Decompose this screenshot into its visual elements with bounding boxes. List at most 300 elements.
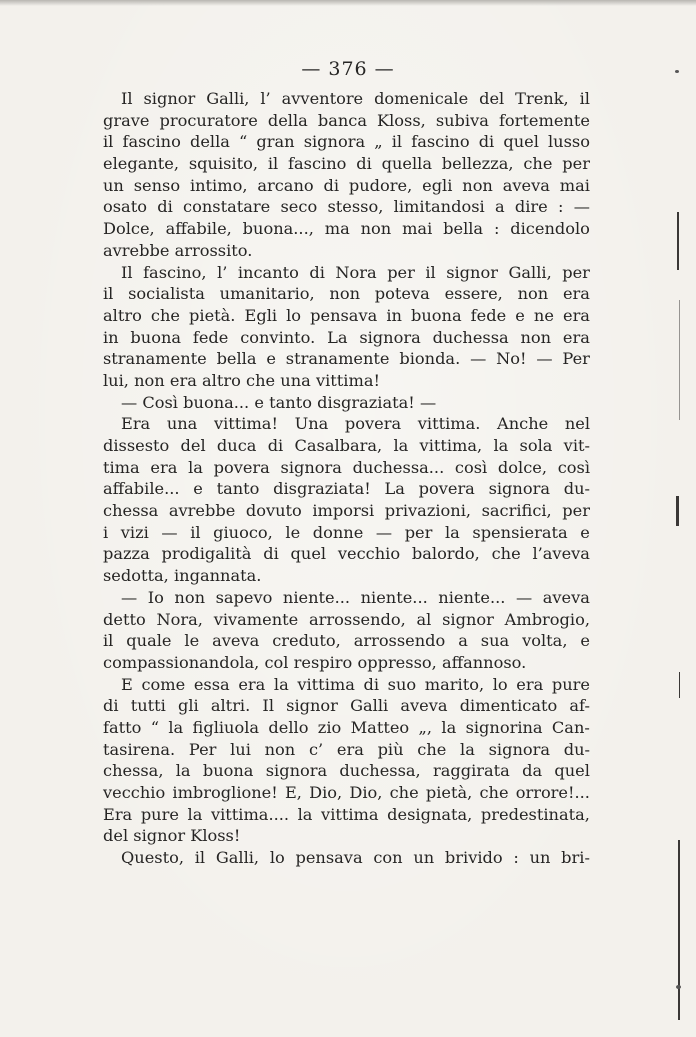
word: buona..., bbox=[242, 219, 314, 239]
word: non bbox=[264, 739, 296, 759]
word: quel bbox=[290, 544, 327, 564]
word: bri- bbox=[561, 848, 590, 868]
word: avrebbe bbox=[168, 501, 236, 521]
word: Casalbara, bbox=[294, 436, 383, 455]
word: — bbox=[121, 587, 138, 607]
word: lo bbox=[286, 305, 302, 325]
word: non bbox=[360, 219, 392, 239]
word: il bbox=[579, 89, 590, 108]
word: e bbox=[266, 349, 276, 369]
word: avrebbe bbox=[103, 240, 170, 260]
text-line bbox=[103, 695, 590, 717]
word: la bbox=[444, 522, 460, 542]
word: dicendolo bbox=[510, 219, 590, 239]
word: — bbox=[419, 392, 437, 412]
word: che bbox=[150, 305, 180, 325]
word: più bbox=[377, 739, 404, 759]
word: era bbox=[150, 457, 178, 477]
word: del bbox=[180, 436, 206, 455]
word: la bbox=[460, 739, 475, 759]
word: Io bbox=[147, 587, 164, 607]
word: “ bbox=[150, 717, 160, 737]
word: quel bbox=[503, 132, 539, 152]
word: non bbox=[520, 327, 552, 347]
word: mai bbox=[402, 219, 433, 239]
word: Il bbox=[121, 89, 133, 108]
word: un bbox=[413, 848, 435, 868]
word: la bbox=[273, 674, 289, 694]
word: — bbox=[121, 392, 138, 412]
word: creduto, bbox=[272, 631, 341, 651]
word: duchessa... bbox=[352, 457, 445, 477]
word: sedotta, bbox=[103, 566, 169, 586]
word: non bbox=[329, 284, 361, 304]
word: — bbox=[375, 522, 393, 542]
text-line bbox=[103, 392, 590, 414]
word: Era bbox=[103, 804, 133, 824]
word: i bbox=[103, 522, 109, 542]
word: poteva bbox=[374, 284, 430, 304]
word: pure bbox=[140, 804, 179, 824]
word: dissesto bbox=[103, 436, 170, 455]
word: era bbox=[169, 370, 197, 390]
word: designata, bbox=[387, 804, 473, 824]
text-line bbox=[103, 804, 590, 826]
word: Galli, bbox=[215, 848, 260, 868]
word: „, bbox=[418, 717, 433, 737]
word: privazioni, bbox=[384, 501, 472, 521]
word: un bbox=[529, 848, 551, 868]
word: spensierata bbox=[472, 522, 568, 542]
word: era bbox=[562, 327, 590, 347]
word: Kloss! bbox=[190, 826, 241, 846]
word: Una bbox=[294, 414, 329, 434]
word: il bbox=[103, 132, 114, 152]
word: era bbox=[238, 674, 266, 694]
word: vittima! bbox=[213, 414, 278, 434]
word: affannoso. bbox=[441, 652, 527, 672]
word: una bbox=[280, 370, 311, 390]
word: aveva bbox=[212, 631, 260, 651]
word: — bbox=[573, 197, 590, 217]
word: socialista bbox=[128, 284, 205, 304]
word: vittima, bbox=[419, 436, 483, 455]
text-line bbox=[103, 196, 590, 218]
text-line bbox=[103, 305, 590, 327]
word: vecchio bbox=[103, 783, 166, 802]
word: fascino bbox=[288, 154, 347, 174]
word: la bbox=[175, 761, 191, 781]
word: buona... bbox=[183, 392, 250, 412]
word: per bbox=[404, 522, 433, 542]
word: buona bbox=[202, 761, 254, 781]
word: arrossendo bbox=[353, 631, 446, 651]
word: la bbox=[187, 804, 203, 824]
word: duchessa bbox=[432, 327, 509, 347]
word: di bbox=[157, 197, 173, 217]
word: Galli, bbox=[206, 89, 250, 108]
text-line bbox=[103, 110, 590, 132]
text-line bbox=[103, 327, 590, 349]
word: limitandosi bbox=[393, 197, 485, 217]
word: nel bbox=[564, 414, 590, 434]
word: che bbox=[523, 154, 553, 174]
word: c’ bbox=[308, 739, 324, 759]
word: non bbox=[134, 370, 165, 390]
text-line bbox=[103, 739, 590, 761]
word: Nora bbox=[335, 262, 377, 282]
word: convinto. bbox=[240, 327, 316, 347]
word: il bbox=[391, 132, 403, 152]
word: e bbox=[254, 392, 264, 412]
text-line bbox=[103, 88, 590, 110]
word: vecchio bbox=[337, 544, 401, 564]
word: per bbox=[562, 501, 590, 521]
word: aveva bbox=[542, 587, 590, 607]
page-number: — 376 — bbox=[301, 58, 395, 80]
word: Dio, bbox=[309, 783, 343, 802]
word: Can- bbox=[551, 717, 590, 737]
word: — bbox=[161, 522, 178, 542]
word: per bbox=[562, 154, 590, 174]
text-line bbox=[103, 457, 590, 479]
word: arrossito. bbox=[174, 240, 253, 260]
word: altro bbox=[202, 370, 241, 390]
margin-speck bbox=[676, 985, 681, 989]
word: lo bbox=[269, 848, 285, 868]
word: procuratore bbox=[159, 110, 258, 130]
word: era bbox=[562, 305, 590, 325]
word: vivamente bbox=[213, 609, 299, 629]
word: arcano bbox=[257, 175, 314, 195]
word: : bbox=[493, 219, 500, 239]
word: in bbox=[103, 327, 119, 347]
word: zio bbox=[317, 717, 342, 737]
word: — bbox=[515, 587, 533, 607]
word: squisito, bbox=[188, 154, 258, 174]
word: pazza bbox=[103, 544, 150, 564]
word: Il bbox=[262, 696, 274, 716]
word: col bbox=[264, 652, 289, 672]
word: quale bbox=[126, 631, 172, 651]
word: detto bbox=[103, 609, 146, 629]
word: tasirena. bbox=[103, 739, 176, 759]
word: a bbox=[494, 197, 505, 217]
word: pietà. bbox=[189, 305, 236, 325]
word: il bbox=[425, 262, 436, 282]
word: tutti bbox=[130, 696, 166, 716]
word: predestinata, bbox=[480, 804, 590, 824]
word: sola bbox=[519, 436, 553, 455]
word: signor bbox=[446, 262, 498, 282]
word: bella bbox=[443, 219, 484, 239]
word: signora bbox=[359, 327, 421, 347]
word: fascino, bbox=[143, 262, 207, 282]
text-line bbox=[103, 348, 590, 370]
word: Il bbox=[121, 262, 133, 282]
page-top-edge bbox=[0, 0, 696, 6]
word: buona bbox=[130, 327, 182, 347]
text-line bbox=[103, 478, 590, 500]
word: il bbox=[190, 522, 201, 542]
word: “ bbox=[239, 132, 248, 152]
word: stranamente bbox=[103, 349, 207, 369]
word: dire bbox=[514, 197, 548, 217]
word: pensava bbox=[295, 848, 363, 868]
word: un bbox=[103, 175, 124, 195]
word: gran bbox=[256, 132, 295, 152]
word: Trenk, bbox=[515, 89, 569, 108]
word: dello bbox=[268, 717, 309, 737]
word: signora bbox=[265, 761, 328, 781]
word: Matteo bbox=[350, 717, 410, 737]
word: pure bbox=[551, 674, 590, 694]
word: la bbox=[188, 457, 203, 477]
word: vit- bbox=[563, 436, 590, 455]
word: vizi bbox=[120, 522, 149, 542]
word: Dio, bbox=[349, 783, 383, 802]
word: giuoco, bbox=[213, 522, 273, 542]
word: le bbox=[184, 631, 200, 651]
word: che bbox=[479, 783, 509, 802]
word: altri. bbox=[210, 696, 251, 716]
word: la bbox=[393, 436, 409, 455]
word: bionda. bbox=[399, 349, 461, 369]
word: disgraziata! bbox=[317, 392, 415, 412]
word: signor bbox=[442, 609, 494, 629]
word: E bbox=[121, 674, 133, 694]
word: signor bbox=[286, 696, 338, 716]
word: lui bbox=[230, 739, 251, 759]
word: povera bbox=[344, 414, 402, 434]
word: compassionandola, bbox=[103, 652, 260, 672]
word: vittima. bbox=[417, 414, 481, 434]
word: dimenticato bbox=[459, 696, 558, 716]
text-line bbox=[103, 218, 590, 240]
word: fede bbox=[192, 327, 229, 347]
word: donne bbox=[312, 522, 364, 542]
word: No! bbox=[496, 349, 527, 369]
word: fortemente bbox=[498, 110, 590, 130]
word: tima bbox=[103, 457, 140, 477]
word: niente... bbox=[360, 587, 428, 607]
text-line bbox=[103, 630, 590, 652]
text-line bbox=[103, 131, 590, 153]
word: af- bbox=[569, 696, 590, 716]
word: al bbox=[416, 609, 432, 629]
word: brivido bbox=[444, 848, 503, 868]
word: fascino bbox=[411, 132, 470, 152]
word: lui, bbox=[103, 370, 129, 390]
word: „ bbox=[374, 132, 383, 152]
word: Anche bbox=[497, 414, 549, 434]
word: incanto bbox=[237, 262, 299, 282]
word: l’aveva bbox=[532, 544, 590, 564]
word: così bbox=[557, 457, 590, 477]
text-line bbox=[103, 500, 590, 522]
word: vittima bbox=[321, 804, 379, 824]
word: e bbox=[580, 631, 590, 651]
word: suo bbox=[387, 674, 417, 694]
word: signor bbox=[143, 89, 196, 108]
word: respiro bbox=[293, 652, 353, 672]
text-line bbox=[103, 543, 590, 565]
word: signora bbox=[488, 739, 551, 759]
word: la bbox=[168, 717, 184, 737]
word: la bbox=[493, 436, 509, 455]
word: e bbox=[580, 522, 590, 542]
word: di bbox=[356, 154, 372, 174]
word: il bbox=[267, 154, 279, 174]
word: Galli bbox=[350, 696, 389, 716]
word: signora bbox=[280, 457, 342, 477]
word: fede bbox=[470, 305, 507, 325]
word: prodigalità bbox=[161, 544, 252, 564]
word: : bbox=[513, 848, 519, 868]
word: du- bbox=[563, 479, 590, 499]
text-line bbox=[103, 435, 590, 457]
word: altro bbox=[103, 305, 142, 325]
word: banca bbox=[317, 110, 367, 130]
body-text bbox=[103, 88, 590, 869]
word: seco bbox=[280, 197, 318, 217]
word: quella bbox=[381, 154, 432, 174]
word: imporsi bbox=[312, 501, 375, 521]
word: vittima bbox=[297, 674, 355, 694]
word: come bbox=[141, 674, 186, 694]
word: dolce, bbox=[497, 457, 547, 477]
text-line bbox=[103, 565, 590, 587]
word: Era bbox=[121, 414, 151, 434]
word: — bbox=[470, 349, 487, 369]
word: elegante, bbox=[103, 154, 180, 174]
word: della bbox=[267, 110, 308, 130]
word: pensava bbox=[310, 305, 378, 325]
word: l’ bbox=[217, 262, 228, 282]
word: signorina bbox=[465, 717, 543, 737]
word: la bbox=[441, 717, 457, 737]
text-line bbox=[103, 175, 590, 197]
word: che bbox=[246, 370, 276, 390]
word: raggirata bbox=[432, 761, 510, 781]
text-line bbox=[103, 609, 590, 631]
word: sacrifici, bbox=[481, 501, 552, 521]
word: sua bbox=[480, 631, 510, 651]
word: marito, bbox=[424, 674, 485, 694]
word: Kloss, bbox=[377, 110, 426, 130]
margin-mark bbox=[678, 840, 680, 1020]
margin-mark bbox=[679, 672, 680, 698]
word: La bbox=[384, 479, 405, 499]
text-line bbox=[103, 674, 590, 696]
word: mai bbox=[559, 175, 590, 195]
word: niente... bbox=[438, 587, 506, 607]
text-line bbox=[103, 413, 590, 435]
word: non bbox=[462, 175, 493, 195]
word: lusso bbox=[548, 132, 590, 152]
word: del bbox=[479, 89, 505, 108]
word: pietà, bbox=[425, 783, 473, 802]
word: niente... bbox=[282, 587, 351, 607]
word: gli bbox=[177, 696, 199, 716]
text-line bbox=[103, 283, 590, 305]
word: dovuto bbox=[245, 501, 302, 521]
word: non bbox=[517, 284, 549, 304]
word: di bbox=[363, 674, 380, 694]
word: aveva bbox=[502, 175, 550, 195]
text-line bbox=[103, 652, 590, 674]
word: Per bbox=[188, 739, 217, 759]
word: domenicale bbox=[374, 89, 469, 108]
word: Questo, bbox=[121, 848, 184, 868]
word: essere, bbox=[444, 284, 503, 304]
margin-mark bbox=[677, 212, 679, 270]
word: signora bbox=[303, 132, 366, 152]
word: il bbox=[103, 284, 114, 304]
word: era bbox=[562, 284, 590, 304]
word: da bbox=[522, 761, 543, 781]
word: La bbox=[327, 327, 348, 347]
word: egli bbox=[422, 175, 453, 195]
word: fascino bbox=[122, 132, 181, 152]
word: in bbox=[386, 305, 402, 325]
word: osato bbox=[103, 197, 147, 217]
word: il bbox=[103, 631, 114, 651]
word: affabile... bbox=[103, 479, 180, 499]
margin-speck bbox=[675, 70, 679, 73]
word: la bbox=[297, 804, 313, 824]
word: duchessa, bbox=[339, 761, 421, 781]
word: essa bbox=[193, 674, 230, 694]
word: Per bbox=[562, 349, 590, 369]
word: volta, bbox=[522, 631, 568, 651]
word: di bbox=[478, 132, 495, 152]
word: che bbox=[417, 739, 447, 759]
text-line bbox=[103, 825, 590, 847]
word: che bbox=[491, 544, 521, 564]
word: vittima! bbox=[315, 370, 380, 390]
word: della bbox=[189, 132, 230, 152]
word: Dolce, bbox=[103, 219, 155, 239]
word: era bbox=[336, 739, 364, 759]
word: tanto bbox=[216, 479, 260, 499]
word: buona bbox=[410, 305, 462, 325]
word: balordo, bbox=[411, 544, 480, 564]
word: signora bbox=[488, 479, 550, 499]
word: fatto bbox=[103, 717, 142, 737]
word: a bbox=[458, 631, 468, 651]
word: non bbox=[174, 587, 206, 607]
word: chessa, bbox=[103, 761, 164, 781]
word: E, bbox=[284, 783, 302, 802]
word: e bbox=[515, 305, 525, 325]
margin-mark bbox=[676, 496, 679, 526]
word: pudore, bbox=[348, 175, 413, 195]
word: bella bbox=[216, 349, 257, 369]
word: quel bbox=[554, 761, 590, 781]
text-line bbox=[103, 587, 590, 609]
word: figliuola bbox=[192, 717, 260, 737]
word: le bbox=[285, 522, 301, 542]
word: — bbox=[536, 349, 553, 369]
word: intimo, bbox=[189, 175, 248, 195]
word: umanitario, bbox=[219, 284, 315, 304]
word: Ambrogio, bbox=[504, 609, 590, 629]
text-line bbox=[103, 370, 590, 392]
word: sapevo bbox=[215, 587, 273, 607]
word: l’ bbox=[260, 89, 271, 108]
word: di bbox=[263, 544, 279, 564]
